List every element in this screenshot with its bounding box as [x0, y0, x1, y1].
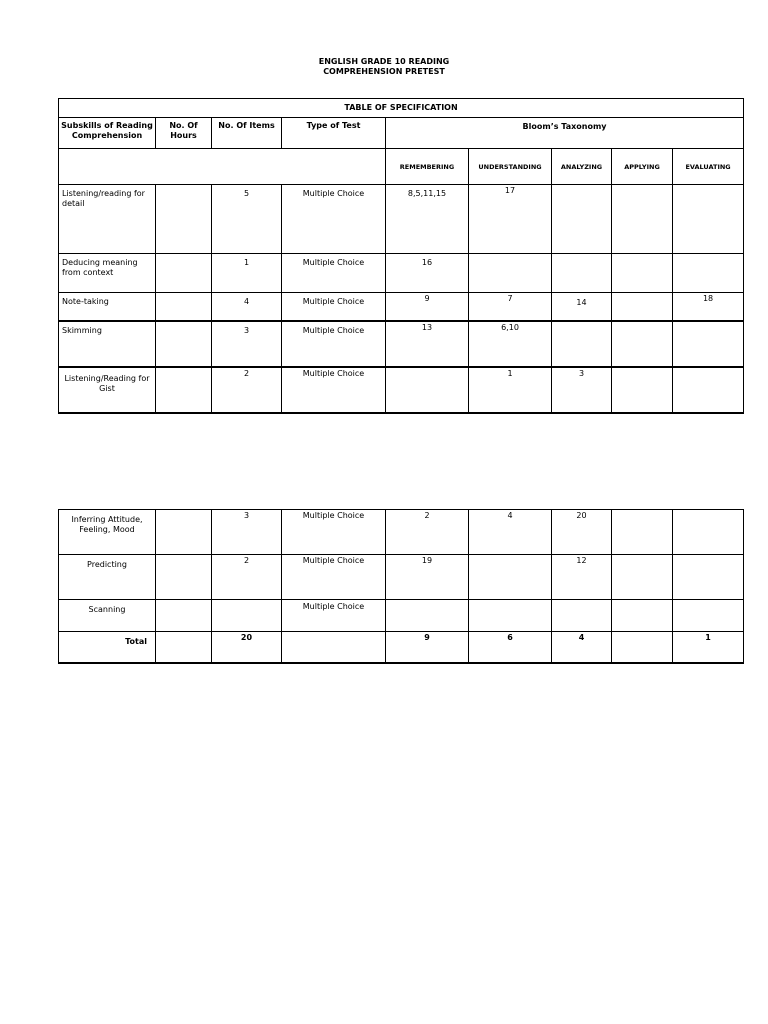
remembering-cell — [386, 367, 469, 413]
skill-cell: Predicting — [59, 555, 156, 600]
skill-cell: Listening/Reading for Gist — [59, 367, 156, 413]
applying-cell — [612, 185, 673, 254]
understanding-cell — [469, 254, 552, 293]
applying-cell — [612, 254, 673, 293]
hours-cell — [156, 600, 212, 632]
title-line-1: ENGLISH GRADE 10 READING — [318, 57, 450, 66]
analyzing-cell — [552, 321, 612, 367]
table-row — [59, 185, 744, 254]
level-analyzing: ANALYZING — [552, 149, 612, 185]
skill-cell: Skimming — [59, 321, 156, 367]
understanding-cell: 4 — [469, 510, 552, 555]
table-row — [59, 293, 744, 321]
remembering-cell: 19 — [386, 555, 469, 600]
remembering-cell: 8,5,11,15 — [386, 185, 469, 254]
total-label: Total — [59, 632, 156, 663]
items-cell: 1 — [212, 254, 282, 293]
table-row — [59, 600, 744, 632]
remembering-cell: 2 — [386, 510, 469, 555]
applying-cell — [612, 510, 673, 555]
applying-cell — [612, 367, 673, 413]
total-row — [59, 632, 744, 663]
items-cell: 4 — [212, 293, 282, 321]
evaluating-cell: 18 — [673, 293, 744, 321]
analyzing-cell: 14 — [552, 293, 612, 321]
evaluating-cell — [673, 321, 744, 367]
total-remembering: 9 — [386, 632, 469, 663]
total-analyzing: 4 — [552, 632, 612, 663]
applying-cell — [612, 321, 673, 367]
analyzing-cell — [552, 600, 612, 632]
understanding-cell: 17 — [469, 185, 552, 254]
total-understanding: 6 — [469, 632, 552, 663]
items-cell: 2 — [212, 555, 282, 600]
analyzing-cell: 20 — [552, 510, 612, 555]
hours-cell — [156, 555, 212, 600]
type-cell: Multiple Choice — [282, 185, 386, 254]
document-title — [0, 57, 768, 77]
table-row — [59, 321, 744, 367]
items-cell: 5 — [212, 185, 282, 254]
type-cell: Multiple Choice — [282, 293, 386, 321]
total-type-cell — [282, 632, 386, 663]
hours-cell — [156, 321, 212, 367]
header-hours: No. Of Hours — [156, 118, 212, 149]
items-cell: 3 — [212, 321, 282, 367]
header-items: No. Of Items — [212, 118, 282, 149]
understanding-cell: 6,10 — [469, 321, 552, 367]
understanding-cell: 7 — [469, 293, 552, 321]
items-cell: 3 — [212, 510, 282, 555]
table-row — [59, 367, 744, 413]
table-row — [59, 254, 744, 293]
level-understanding: UNDERSTANDING — [469, 149, 552, 185]
header-spacer — [59, 149, 386, 185]
level-remembering: REMEMBERING — [386, 149, 469, 185]
title-line-2: COMPREHENSION PRETEST — [323, 67, 445, 76]
remembering-cell: 16 — [386, 254, 469, 293]
header-subskills: Subskills of Reading Comprehension — [59, 118, 156, 149]
skill-cell: Scanning — [59, 600, 156, 632]
hours-cell — [156, 185, 212, 254]
skill-cell: Listening/reading for detail — [59, 185, 156, 254]
evaluating-cell — [673, 555, 744, 600]
total-applying — [612, 632, 673, 663]
analyzing-cell: 3 — [552, 367, 612, 413]
hours-cell — [156, 293, 212, 321]
skill-cell: Deducing meaning from context — [59, 254, 156, 293]
evaluating-cell — [673, 254, 744, 293]
type-cell: Multiple Choice — [282, 254, 386, 293]
remembering-cell: 9 — [386, 293, 469, 321]
applying-cell — [612, 600, 673, 632]
skill-cell: Note-taking — [59, 293, 156, 321]
table-row — [59, 555, 744, 600]
table-caption: TABLE OF SPECIFICATION — [59, 99, 744, 118]
type-cell: Multiple Choice — [282, 510, 386, 555]
evaluating-cell — [673, 367, 744, 413]
applying-cell — [612, 293, 673, 321]
analyzing-cell: 12 — [552, 555, 612, 600]
skill-cell: Inferring Attitude, Feeling, Mood — [59, 510, 156, 555]
hours-cell — [156, 254, 212, 293]
remembering-cell: 13 — [386, 321, 469, 367]
applying-cell — [612, 555, 673, 600]
remembering-cell — [386, 600, 469, 632]
specification-table-continued — [58, 509, 744, 664]
total-hours-cell — [156, 632, 212, 663]
header-blooms: Bloom’s Taxonomy — [386, 118, 744, 149]
evaluating-cell — [673, 185, 744, 254]
type-cell: Multiple Choice — [282, 367, 386, 413]
items-cell — [212, 600, 282, 632]
understanding-cell — [469, 600, 552, 632]
type-cell: Multiple Choice — [282, 600, 386, 632]
hours-cell — [156, 367, 212, 413]
level-applying: APPLYING — [612, 149, 673, 185]
understanding-cell: 1 — [469, 367, 552, 413]
type-cell: Multiple Choice — [282, 321, 386, 367]
header-type: Type of Test — [282, 118, 386, 149]
table-row — [59, 510, 744, 555]
understanding-cell — [469, 555, 552, 600]
type-cell: Multiple Choice — [282, 555, 386, 600]
level-evaluating: EVALUATING — [673, 149, 744, 185]
analyzing-cell — [552, 185, 612, 254]
total-items: 20 — [212, 632, 282, 663]
evaluating-cell — [673, 600, 744, 632]
total-evaluating: 1 — [673, 632, 744, 663]
hours-cell — [156, 510, 212, 555]
specification-table — [58, 98, 744, 414]
analyzing-cell — [552, 254, 612, 293]
items-cell: 2 — [212, 367, 282, 413]
evaluating-cell — [673, 510, 744, 555]
